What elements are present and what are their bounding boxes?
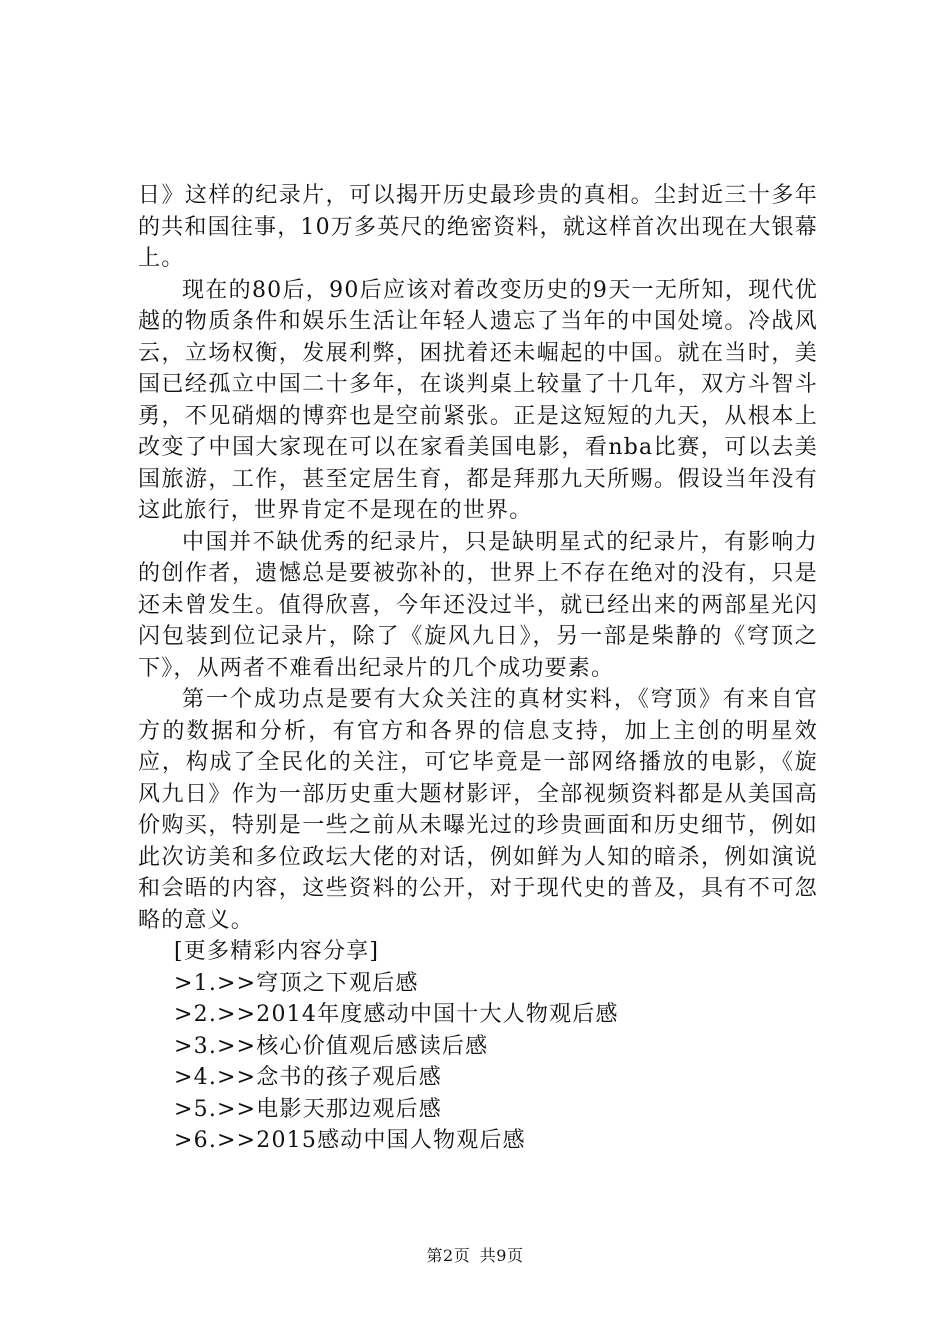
paragraph: 中国并不缺优秀的纪录片，只是缺明星式的纪录片，有影响力的创作者，遗憾总是要被弥补的，世界上不存在绝对的没有，只是还未曾发生。值得欣喜，今年还没过半，就已经出来的两部星光闪闪包装到位记录片，除了《旋风九日》，另一部是柴静的《穹顶之下》，从两者不难看出纪录片的几个成功要素。 [138, 529, 818, 681]
paragraph: 现在的80后，90后应该对着改变历史的9天一无所知，现代优越的物质条件和娱乐生活让年轻人遗忘了当年的中国处境。冷战风云，立场权衡，发展利弊，困扰着还未崛起的中国。就在当时，美国已经孤立中国二十多年，在谈判桌上较量了十几年，双方斗智斗勇，不见硝烟的博弈也是空前紧张。正是这短短的九天，从根本上改变了中国大家现在可以在家看美国电影，看nba比赛，可以去美国旅游，工作，甚至定居生育，都是拜那九天所赐。假设当年没有这此旅行，世界肯定不是现在的世界。 [138, 277, 818, 523]
related-link[interactable]: >2.>>2014年度感动中国十大人物观后感 [174, 1002, 619, 1027]
article-body [138, 180, 818, 1157]
paragraph: 第一个成功点是要有大众关注的真材实料，《穹顶》有来自官方的数据和分析，有官方和各界的信息支持，加上主创的明星效应，构成了全民化的关注，可它毕竟是一部网络播放的电影，《旋风九日》作为一部历史重大题材影评，全部视频资料都是从美国高价购买，特别是一些之前从未曝光过的珍贵画面和历史细节，例如此次访美和多位政坛大佬的对话，例如鲜为人知的暗杀，例如演说和会晤的内容，这些资料的公开，对于现代史的普及，具有不可忽略的意义。 [138, 687, 818, 933]
total-pages: 共9页 [479, 1246, 524, 1265]
related-link[interactable]: >3.>>核心价值观后感读后感 [174, 1033, 489, 1059]
related-link[interactable]: >5.>>电影天那边观后感 [174, 1096, 442, 1122]
page-footer [0, 1243, 950, 1266]
more-content-label: [更多精彩内容分享] [174, 939, 380, 964]
current-page-number: 第2页 [426, 1246, 471, 1265]
paragraph-continuation: 日》这样的纪录片，可以揭开历史最珍贵的真相。尘封近三十多年的共和国往事，10万多英尺的绝密资料，就这样首次出现在大银幕上。 [138, 183, 818, 271]
more-content-section [138, 936, 818, 1157]
related-link[interactable]: >6.>>2015感动中国人物观后感 [174, 1128, 526, 1153]
related-link[interactable]: >1.>>穹顶之下观后感 [174, 970, 419, 996]
related-link[interactable]: >4.>>念书的孩子观后感 [174, 1065, 442, 1090]
